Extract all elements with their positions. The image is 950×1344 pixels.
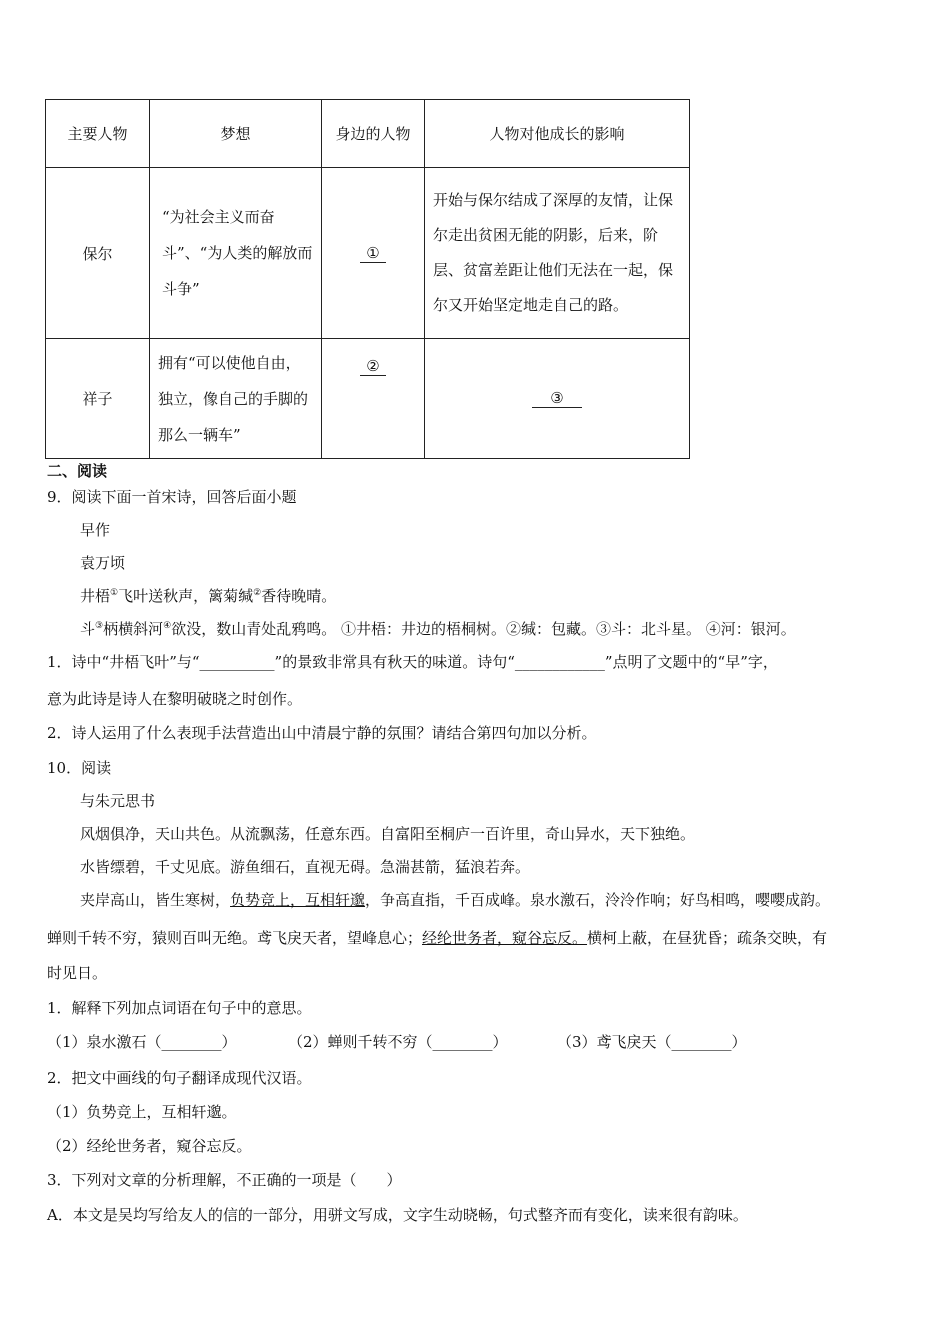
question-9-prompt: 9．阅读下面一首宋诗，回答后面小题: [47, 488, 297, 506]
header-cell: 主要人物: [46, 100, 150, 168]
question-10-sub3: 3．下列对文章的分析理解，不正确的一项是（ ）: [47, 1171, 402, 1189]
text: 柄横斜河: [103, 620, 164, 638]
translate-item-2: （2）经纶世务者，窥谷忘反。: [47, 1137, 252, 1155]
question-9-sub1-cont: 意为此诗是诗人在黎明破晓之时创作。: [47, 690, 303, 708]
question-9-sub2: 2．诗人运用了什么表现手法营造出山中清晨宁静的氛围？请结合第四句加以分析。: [47, 724, 597, 742]
footnote-marker: ②: [253, 588, 262, 598]
text: 蝉则千转不穷，猿则百叫无绝。鸢飞戾天者，望峰息心；: [47, 929, 423, 947]
table-row: [46, 339, 690, 459]
header-cell: 梦想: [150, 100, 322, 168]
option-a: A．本文是吴均写给友人的信的一部分，用骈文写成，文字生动晓畅，句式整齐而有变化，读来很有韵味。: [47, 1206, 748, 1224]
question-9-sub1: 1．诗中“井梧飞叶”与“__________”的景致非常具有秋天的味道。诗句“____________”点明了文题中的“早”字，: [47, 653, 778, 671]
text: 夹岸高山，皆生寒树，: [80, 891, 231, 909]
person-cell: 保尔: [46, 168, 150, 339]
answer-blank: ②: [360, 357, 385, 376]
question-10-sub1: 1．解释下列加点词语在句子中的意思。: [47, 999, 312, 1017]
footnote-marker: ③: [95, 621, 104, 631]
section-title: 二、阅读: [47, 462, 108, 480]
question-10-prompt: 10．阅读: [47, 759, 112, 777]
answer-blank: ③: [532, 389, 581, 408]
nearby-cell: [322, 339, 425, 459]
passage-paragraph-1: 风烟俱净，天山共色。从流飘荡，任意东西。自富阳至桐庐一百许里，奇山异水，天下独绝。: [80, 825, 696, 843]
passage-paragraph-3-cont: [47, 927, 827, 948]
influence-cell: [425, 339, 690, 459]
table-row: [46, 168, 690, 339]
header-cell: 人物对他成长的影响: [425, 100, 690, 168]
passage-paragraph-2: 水皆缥碧，千丈见底。游鱼细石，直视无碍。急湍甚箭，猛浪若奔。: [80, 858, 531, 876]
passage-paragraph-3: [80, 889, 830, 910]
poem-title: 早作: [80, 521, 111, 539]
passage-paragraph-3-end: 时见日。: [47, 964, 108, 982]
translate-item-1: （1）负势竞上，互相轩邈。: [47, 1103, 237, 1121]
table-header-row: [46, 100, 690, 168]
passage-title: 与朱元思书: [80, 792, 156, 810]
text: 飞叶送秋声，篱菊缄: [118, 587, 254, 605]
nearby-cell: [322, 168, 425, 339]
word-item-2: （2）蝉则千转不穷（________）: [288, 1033, 508, 1051]
footnote-marker: ①: [110, 588, 119, 598]
underlined-sentence: 负势竞上，互相轩邈: [230, 891, 366, 909]
text: 香待晚晴。: [261, 587, 337, 605]
person-cell: 祥子: [46, 339, 150, 459]
header-cell: 身边的人物: [322, 100, 425, 168]
influence-cell: 开始与保尔结成了深厚的友情，让保尔走出贫困无能的阴影，后来，阶层、贫富差距让他们无法在一起，保尔又开始坚定地走自己的路。: [425, 168, 690, 339]
character-table: [45, 99, 690, 459]
dream-cell: 拥有“可以使他自由，独立，像自己的手脚的那么一辆车”: [150, 339, 322, 459]
text: 井梧: [80, 587, 111, 605]
text: 欲没，数山青处乱鸦鸣。 ①井梧：井边的梧桐树。②缄：包藏。③斗：北斗星。 ④河：银河。: [171, 620, 796, 638]
text: 斗: [80, 620, 96, 638]
text: 横柯上蔽，在昼犹昏；疏条交映，有: [587, 929, 828, 947]
word-item-3: （3）鸢飞戾天（________）: [557, 1033, 747, 1051]
question-10-sub2: 2．把文中画线的句子翻译成现代汉语。: [47, 1069, 312, 1087]
poem-line-1: [80, 585, 336, 606]
underlined-sentence: 经纶世务者，窥谷忘反。: [422, 929, 588, 947]
word-item-1: （1）泉水激石（________）: [47, 1033, 237, 1051]
poem-author: 袁万顷: [80, 554, 126, 572]
poem-line-2: [80, 618, 796, 639]
dream-cell: “为社会主义而奋斗”、“为人类的解放而斗争”: [150, 168, 322, 339]
answer-blank: ①: [360, 244, 385, 263]
text: ，争高直指，千百成峰。泉水激石，泠泠作响；好鸟相鸣，嘤嘤成韵。: [365, 891, 831, 909]
footnote-marker: ④: [163, 621, 172, 631]
